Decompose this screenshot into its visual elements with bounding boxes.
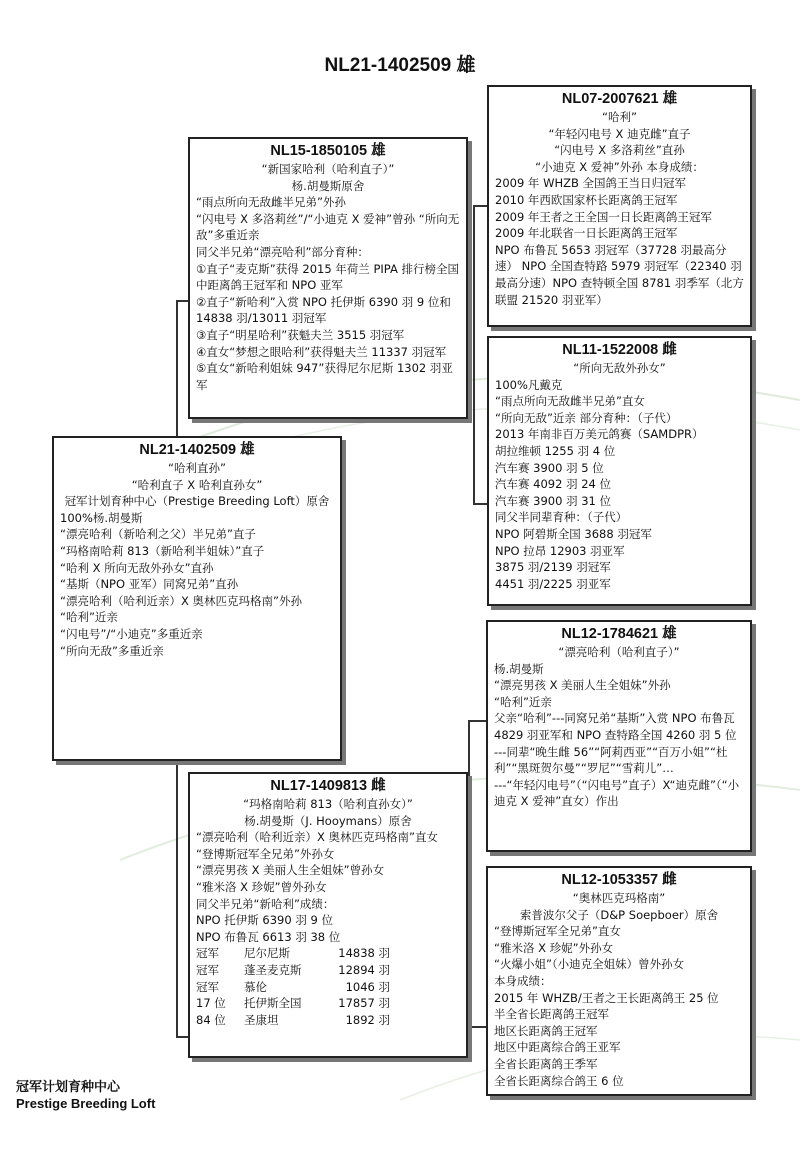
result-rank: 冠军 — [196, 946, 219, 961]
result-birds: 14838 羽 — [338, 946, 390, 961]
sire-dam-line: NPO 阿碧斯全国 3688 羽冠军 — [495, 526, 652, 541]
subject-line: “闪电号”/“小迪克”多重近亲 — [60, 626, 203, 641]
sire-sire-line: “闪电号 X 多洛莉丝”直孙 — [554, 143, 685, 158]
sire-dam-line: 汽车赛 3900 羽 31 位 — [495, 493, 612, 508]
dam-sire-ring-number: NL12-1784621 雄 — [561, 626, 677, 642]
sire-line: ③直子“明星哈利”获魁夫兰 3515 羽冠军 — [196, 327, 405, 342]
dam-sire-line: ---“年轻闪电号”（“闪电号”直子）X“迪克雌”（“小迪克 X 爱神”直女）作出 — [494, 777, 740, 809]
dam-sire-line: “漂亮哈利（哈利直子）” — [558, 645, 680, 659]
sire-dam-line: NPO 拉昂 12903 羽亚军 — [495, 543, 625, 558]
sire-dam-line: 汽车赛 3900 羽 5 位 — [495, 460, 604, 475]
dam-results-table — [196, 945, 460, 1028]
subject-line: “哈利”近亲 — [60, 610, 118, 625]
footer-english-name: Prestige Breeding Loft — [16, 1096, 156, 1111]
dam-line: “漂亮男孩 X 美丽人生全姐妹”曾孙女 — [196, 863, 385, 878]
dam-sire-line: 父亲“哈利”---同窝兄弟“基斯”入赏 NPO 布鲁瓦 4829 羽亚军和 NPO 查特路全国 4260 羽 5 位 — [494, 711, 739, 742]
result-race: 慕伦 — [244, 979, 267, 994]
dam-dam-line: “火爆小姐”（小迪克全姐妹）曾外孙女 — [494, 957, 685, 972]
dam-dam-line: 全省长距离综合鸽王 6 位 — [494, 1073, 624, 1088]
connector-line — [176, 300, 178, 436]
result-race: 圣康坦 — [244, 1012, 279, 1027]
subject-box — [52, 436, 342, 761]
dam-dam-line: “登博斯冠军全兄弟”直女 — [494, 924, 621, 939]
dam-dam-line: 半全省长距离鸽王冠军 — [494, 1007, 609, 1022]
result-race: 蓬圣麦克斯 — [244, 962, 302, 977]
sire-sire-line: “年轻闪电号 X 迪克雌”直子 — [548, 126, 691, 141]
subject-line: “玛格南哈莉 813（新哈利半姐妹）”直子 — [60, 543, 265, 558]
dam-line: “玛格南哈莉 813（哈利直孙女）” — [243, 797, 413, 811]
dam-sire-line: ---同辈“晚生雌 56”“阿莉西亚”“百万小姐”“杜利”“黑斑贺尔曼”“罗尼”“雪莉儿”… — [494, 744, 728, 776]
subject-line: 100%杨.胡曼斯 — [60, 510, 143, 525]
connector-line — [468, 1026, 486, 1028]
dam-sire-line: “漂亮男孩 X 美丽人生全姐妹”外孙 — [494, 678, 671, 693]
dam-line: “雅米洛 X 珍妮”曾外孙女 — [196, 879, 327, 894]
result-rank: 17 位 — [196, 996, 226, 1011]
loft-name-footer — [16, 1078, 155, 1112]
subject-line: “哈利直子 X 哈利直孙女” — [131, 477, 263, 492]
sire-dam-line: 2013 年南非百万美元鸽赛（SAMDPR） — [495, 427, 704, 442]
sire-line: ①直子“麦克斯”获得 2015 年荷兰 PIPA 排行榜全国中距离鸽王冠军和 NPO 亚军 — [196, 261, 460, 293]
dam-sire-line: 杨.胡曼斯 — [494, 661, 544, 676]
sire-sire-line: “小迪克 X 爱神”外孙 本身成绩： — [535, 159, 704, 174]
result-birds: 1046 羽 — [345, 979, 390, 994]
sire-line: ②直子“新哈利”入赏 NPO 托伊斯 6390 羽 9 位和 14838 羽/13011 羽冠军 — [196, 294, 455, 326]
result-birds: 12894 羽 — [338, 962, 390, 977]
connector-line — [473, 503, 487, 505]
dam-line: NPO 布鲁瓦 6613 羽 38 位 — [196, 929, 341, 944]
subject-line: “哈利直孙” — [168, 461, 226, 475]
sire-dam-line: “雨点所向无敌雌半兄弟”直女 — [495, 394, 645, 409]
subject-line: “哈利 X 所向无敌外孙女”直孙 — [60, 560, 214, 575]
sire-dam-line: “所向无敌”近亲 部分育种：（子代） — [495, 410, 678, 425]
connector-line — [468, 720, 470, 1028]
sire-sire-line: NPO 布鲁瓦 5653 羽冠军（37728 羽最高分速） NPO 全国查特路 5979 羽冠军（22340 羽最高分速）NPO 查特顿全国 8781 羽季军（北方联盟 21520 羽亚军） — [495, 242, 744, 307]
sire-line: “闪电号 X 多洛莉丝”/“小迪克 X 爱神”曾孙 “所向无敌”多重近亲 — [196, 211, 460, 243]
result-race: 尼尔尼斯 — [244, 946, 290, 961]
connector-line — [468, 720, 486, 722]
dam-dam-line: 地区中距离综合鸽王亚军 — [494, 1040, 621, 1055]
sire-dam-line: 同父半同辈育种：（子代） — [495, 510, 628, 525]
connector-line — [473, 205, 475, 505]
subject-line: “基斯（NPO 亚军）同窝兄弟”直孙 — [60, 577, 239, 592]
sire-sire-line: 2010 年西欧国家杯长距离鸽王冠军 — [495, 192, 678, 207]
sire-dam-line: 汽车赛 4092 羽 24 位 — [495, 477, 612, 492]
connector-line — [176, 1036, 188, 1038]
sire-line: “新国家哈利（哈利直子）” — [261, 162, 395, 176]
subject-line: “漂亮哈利（哈利近亲）X 奥林匹克玛格南”外孙 — [60, 593, 302, 608]
sire-line: 杨.胡曼斯原舍 — [291, 178, 365, 193]
connector-line — [176, 762, 178, 1037]
dam-line: 杨.胡曼斯（J. Hooymans）原舍 — [244, 813, 412, 828]
result-birds: 1892 羽 — [345, 1012, 390, 1027]
dam-line: 同父半兄弟“新哈利”成绩： — [196, 896, 335, 911]
result-rank: 冠军 — [196, 962, 219, 977]
sire-sire-line: “哈利” — [602, 110, 637, 124]
sire-dam-ring-number: NL11-1522008 雌 — [562, 342, 677, 358]
dam-dam-box — [486, 866, 752, 1096]
dam-sire-box — [486, 620, 752, 852]
sire-line: “雨点所向无敌雌半兄弟”外孙 — [196, 195, 346, 210]
connector-line — [473, 205, 487, 207]
footer-chinese-name: 冠军计划育种中心 — [16, 1079, 121, 1094]
dam-dam-line: 索普波尔父子（D&P Soepboer）原舍 — [519, 907, 719, 922]
sire-dam-line: 胡拉维顿 1255 羽 4 位 — [495, 443, 616, 458]
dam-dam-line: 地区长距离鸽王冠军 — [494, 1023, 598, 1038]
sire-line: ⑤直女“新哈利姐妹 947”获得尼尔尼斯 1302 羽亚军 — [196, 361, 453, 392]
subject-line: 冠军计划育种中心（Prestige Breeding Loft）原舍 — [64, 494, 330, 509]
sire-dam-line: 100%凡戴克 — [495, 377, 563, 392]
sire-ring-number: NL15-1850105 雄 — [270, 143, 386, 159]
connector-line — [176, 300, 188, 302]
subject-line: “漂亮哈利（新哈利之父）半兄弟”直子 — [60, 527, 256, 542]
dam-line: “漂亮哈利（哈利近亲）X 奥林匹克玛格南”直女 — [196, 830, 438, 845]
subject-ring-number: NL21-1402509 雄 — [139, 442, 255, 458]
sire-dam-line: “所向无敌外孙女” — [573, 361, 666, 375]
dam-dam-line: 本身成绩： — [494, 973, 552, 988]
sire-sire-line: 2009 年王者之王全国一日长距离鸽王冠军 2009 年北联省一日长距离鸽王冠军 — [495, 209, 716, 241]
dam-sire-line: “哈利”近亲 — [494, 694, 552, 709]
result-rank: 84 位 — [196, 1012, 226, 1027]
dam-dam-line: 2015 年 WHZB/王者之王长距离鸽王 25 位 — [494, 990, 719, 1005]
page-title: NL21-1402509 雄 — [324, 55, 476, 76]
dam-dam-line: “奥林匹克玛格南” — [572, 891, 666, 905]
dam-box — [188, 772, 468, 1058]
dam-line: “登博斯冠军全兄弟”外孙女 — [196, 846, 335, 861]
dam-dam-line: 全省长距离鸽王季军 — [494, 1056, 598, 1071]
result-rank: 冠军 — [196, 979, 219, 994]
sire-sire-line: 2009 年 WHZB 全国鸽王当日归冠军 — [495, 176, 687, 191]
dam-line: NPO 托伊斯 6390 羽 9 位 — [196, 913, 333, 928]
dam-ring-number: NL17-1409813 雌 — [270, 778, 386, 794]
sire-line: 同父半兄弟“漂亮哈利”部分育种： — [196, 244, 369, 259]
dam-dam-line: “雅米洛 X 珍妮”外孙女 — [494, 940, 614, 955]
sire-dam-line: 4451 羽/2225 羽亚军 — [495, 576, 611, 591]
dam-dam-ring-number: NL12-1053357 雌 — [561, 872, 677, 888]
sire-line: ④直女“梦想之眼哈利”获得魁夫兰 11337 羽冠军 — [196, 344, 447, 359]
sire-dam-line: 3875 羽/2139 羽冠军 — [495, 560, 611, 575]
subject-line: “所向无敌”多重近亲 — [60, 643, 164, 658]
result-birds: 17857 羽 — [338, 996, 390, 1011]
sire-sire-box — [487, 85, 752, 327]
sire-sire-ring-number: NL07-2007621 雄 — [561, 91, 678, 107]
sire-dam-box — [487, 336, 752, 606]
result-race: 托伊斯全国 — [244, 996, 302, 1011]
sire-box — [188, 137, 468, 419]
